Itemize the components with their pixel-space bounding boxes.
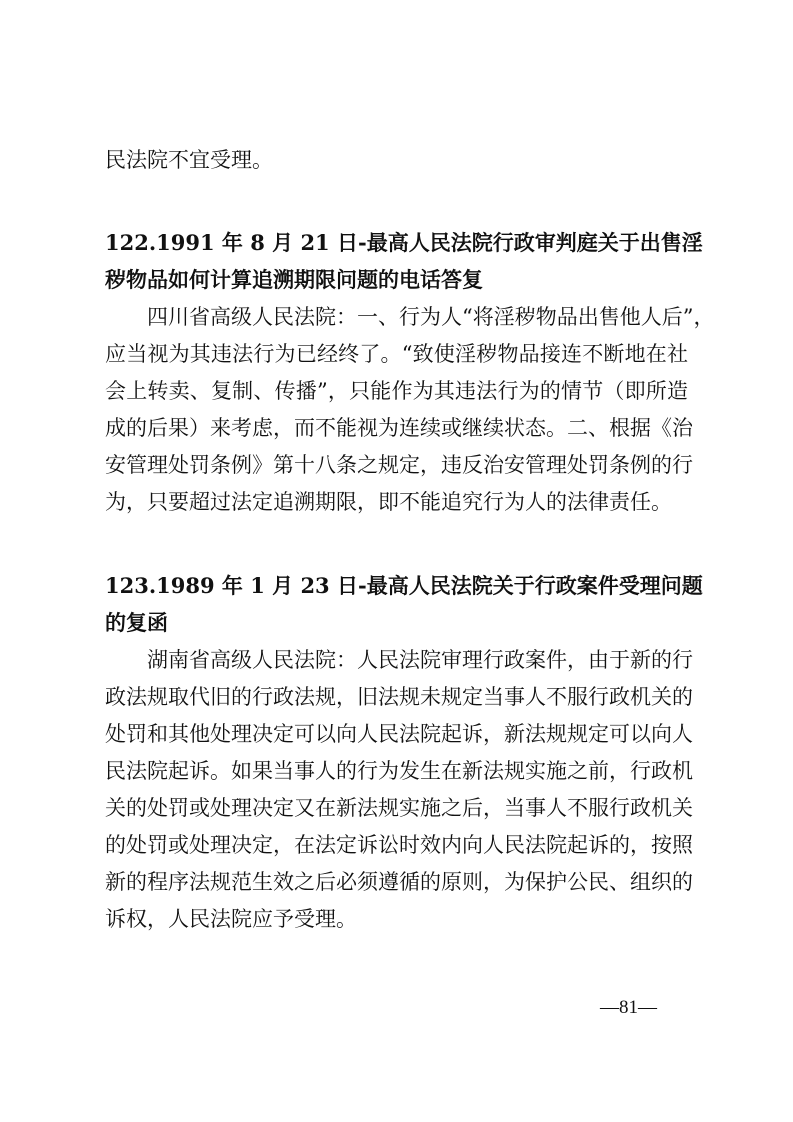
page-number: —81— bbox=[600, 997, 657, 1018]
section-122-body-line: 应当视为其违法行为已经终了。“致使淫秽物品接连不断地在社 bbox=[105, 342, 688, 366]
section-123-body-line: 湖南省高级人民法院：人民法院审理行政案件，由于新的行 bbox=[147, 648, 693, 672]
continuation-text: 民法院不宜受理。 bbox=[105, 148, 273, 172]
section-122-heading-line-2: 秽物品如何计算追溯期限问题的电话答复 bbox=[105, 267, 483, 292]
section-122-body-line: 四川省高级人民法院：一、行为人“将淫秽物品出售他人后”， bbox=[147, 305, 715, 329]
section-123-body-line: 处罚和其他处理决定可以向人民法院起诉，新法规规定可以向人 bbox=[105, 722, 693, 746]
section-123-heading-line-1: 123.1989 年 1 月 23 日-最高人民法院关于行政案件受理问题 bbox=[105, 573, 703, 598]
section-122-heading-line-1: 122.1991 年 8 月 21 日-最高人民法院行政审判庭关于出售淫 bbox=[105, 230, 703, 255]
section-122-body-line: 成的后果）来考虑，而不能视为连续或继续状态。二、根据《治 bbox=[105, 416, 693, 440]
section-123-body-line: 的处罚或处理决定，在法定诉讼时效内向人民法院起诉的，按照 bbox=[105, 833, 693, 857]
section-123-body-line: 政法规取代旧的行政法规，旧法规未规定当事人不服行政机关的 bbox=[105, 685, 693, 709]
section-122-body-line: 为，只要超过法定追溯期限，即不能追究行为人的法律责任。 bbox=[105, 490, 672, 514]
section-123-heading-line-2: 的复函 bbox=[105, 610, 168, 635]
section-123-body-line: 民法院起诉。如果当事人的行为发生在新法规实施之前，行政机 bbox=[105, 759, 693, 783]
section-122-body-line: 安管理处罚条例》第十八条之规定，违反治安管理处罚条例的行 bbox=[105, 453, 693, 477]
section-123-body-line: 新的程序法规范生效之后必须遵循的原则，为保护公民、组织的 bbox=[105, 870, 693, 894]
section-122-body-line: 会上转卖、复制、传播”，只能作为其违法行为的情节（即所造 bbox=[105, 379, 688, 403]
section-123-body-line: 诉权，人民法院应予受理。 bbox=[105, 907, 357, 931]
section-123-body-line: 关的处罚或处理决定又在新法规实施之后，当事人不服行政机关 bbox=[105, 796, 693, 820]
